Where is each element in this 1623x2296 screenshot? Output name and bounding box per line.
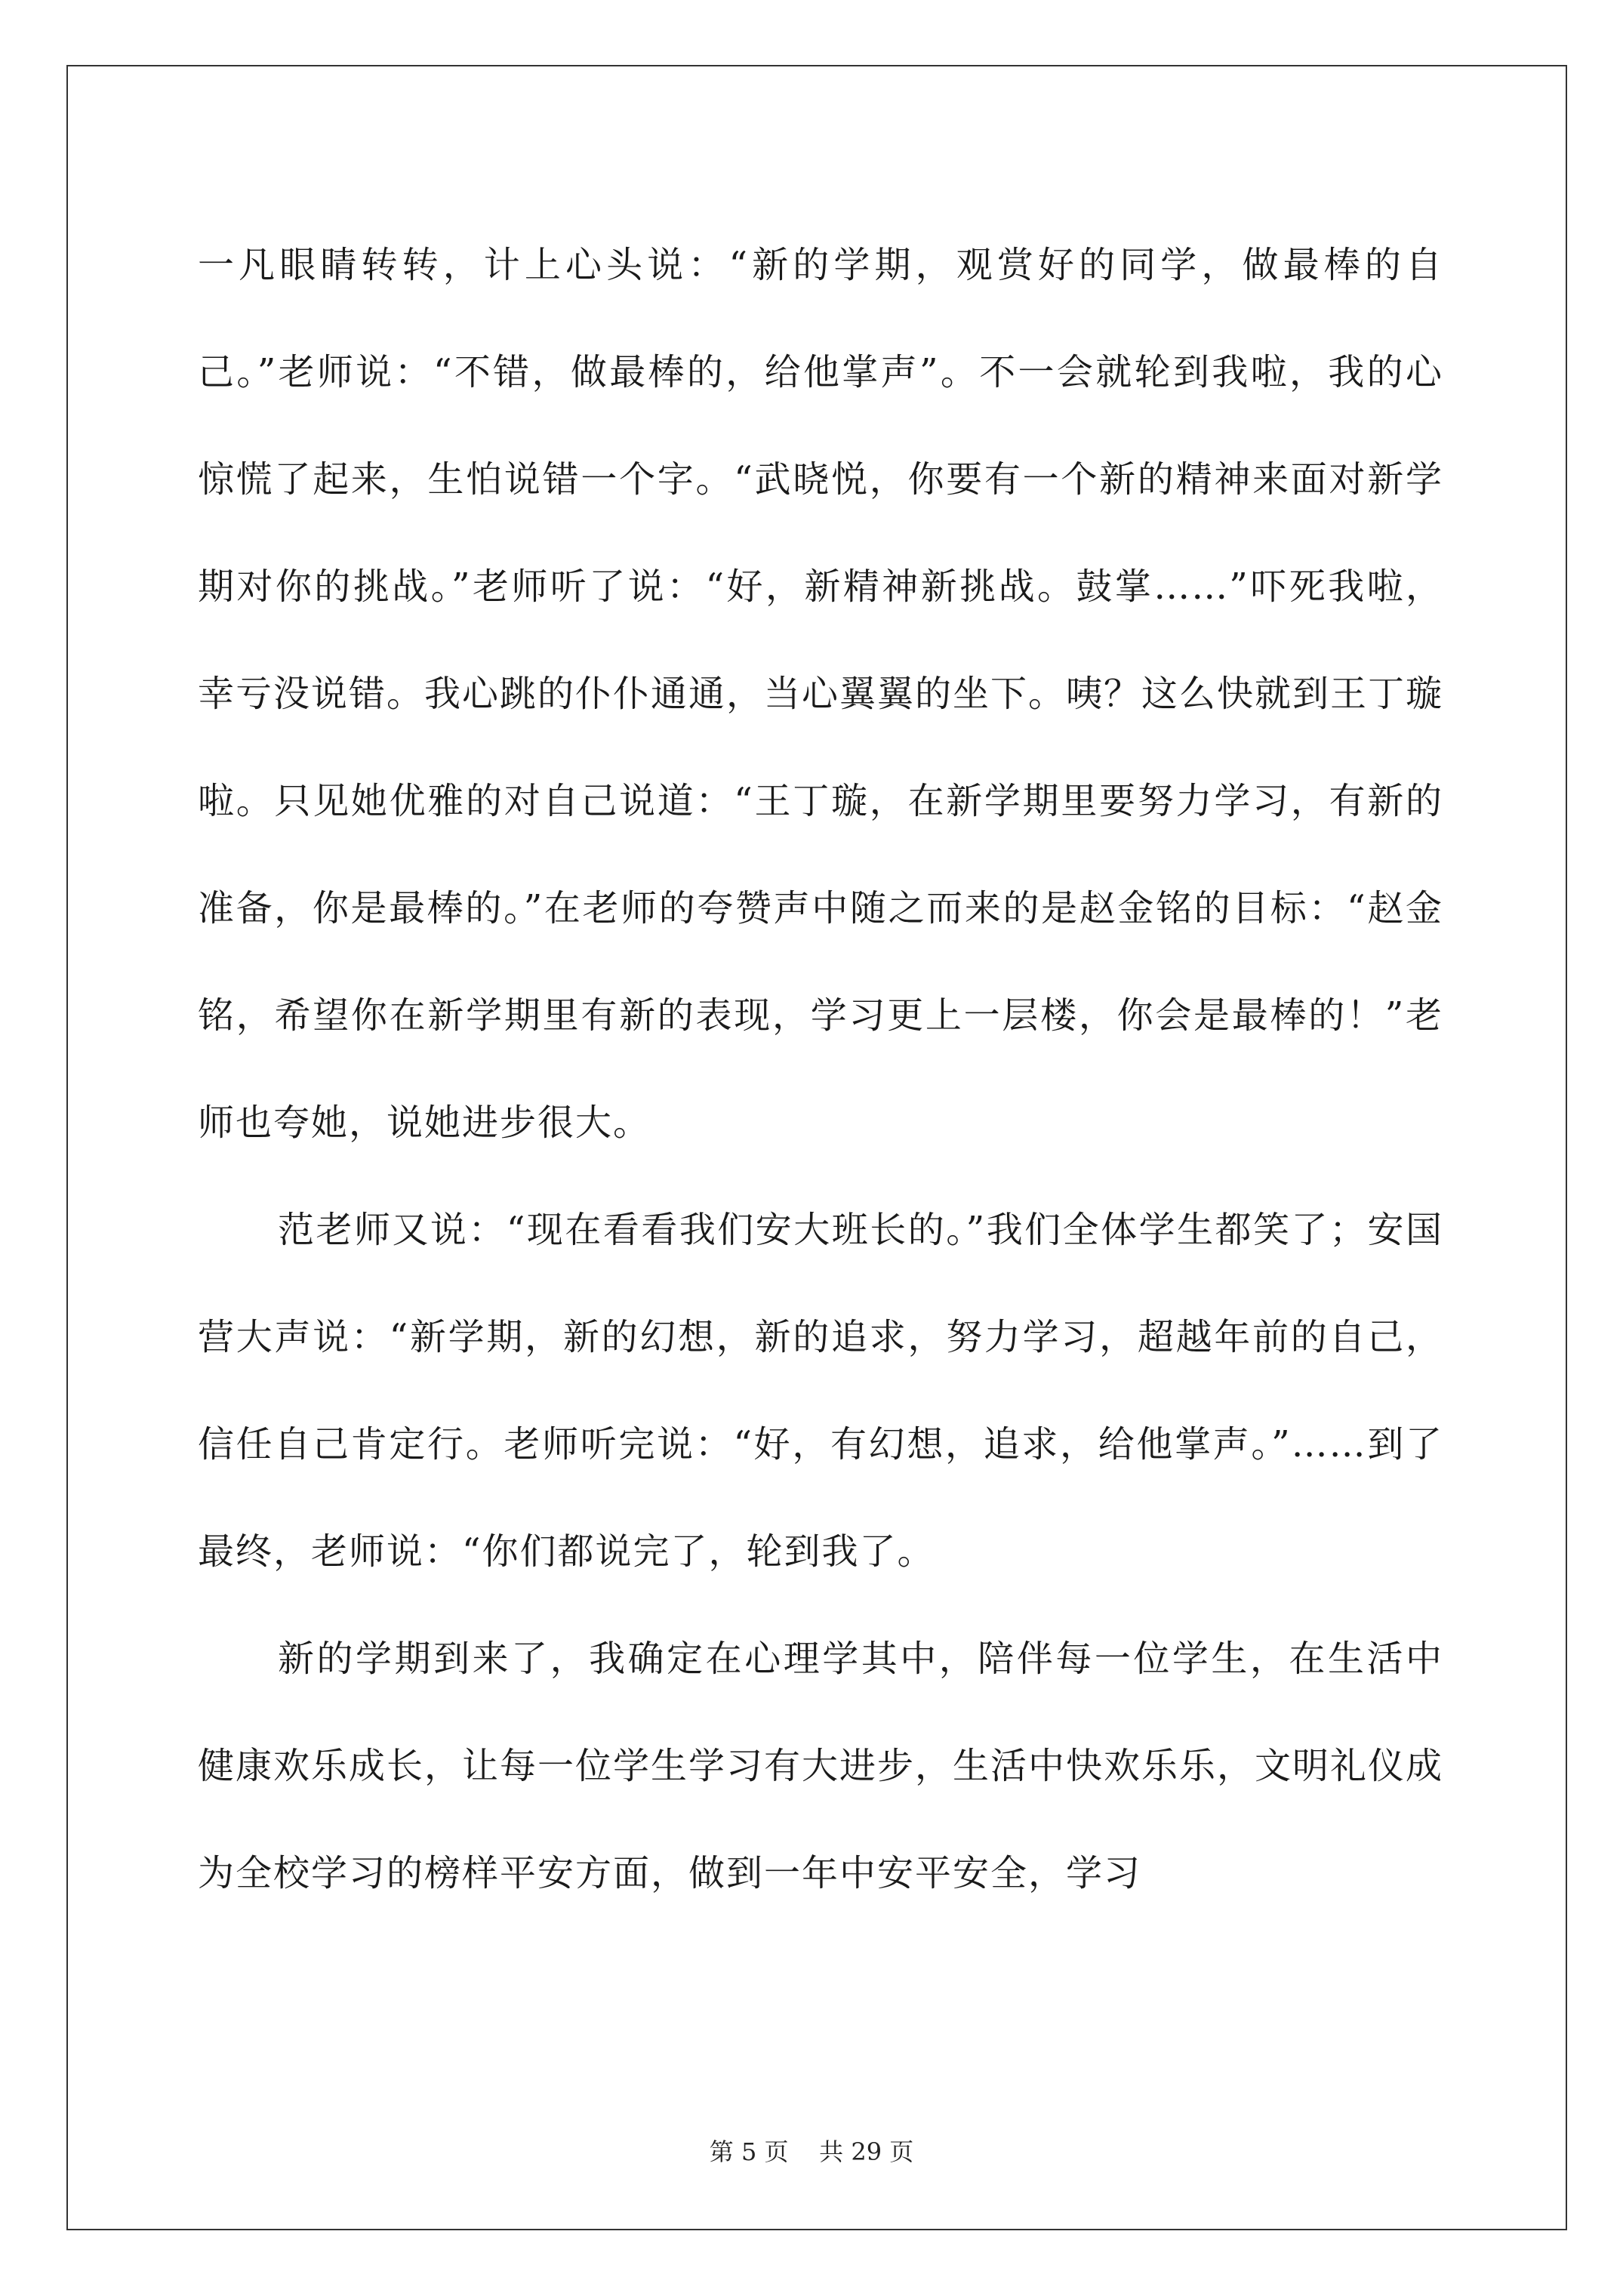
paragraph-2: 范老师又说：“现在看看我们安大班长的。”我们全体学生都笑了；安国营大声说：“新学期，新的幻想，新的追求，努力学习，超越年前的自己，信任自己肯定行。老师听完说：“好，有幻想，追求，给他掌声。”……到了最终，老师说：“你们都说完了，轮到我了。	[198, 1209, 1443, 1573]
page-number-footer: 第 5 页 共 29 页	[709, 2137, 914, 2166]
paragraph-1: 一凡眼睛转转，计上心头说：“新的学期，观赏好的同学，做最棒的自己。”老师说：“不错，做最棒的，给他掌声”。不一会就轮到我啦，我的心惊慌了起来，生怕说错一个字。“武晓悦，你要有一个新的精神来面对新学期对你的挑战。”老师听了说：“好，新精神新挑战。鼓掌……”吓死我啦，幸亏没说错。我心跳的仆仆通通，当心翼翼的坐下。咦？这么快就到王丁璇啦。只见她优雅的对自己说道：“王丁璇，在新学期里要努力学习，有新的准备，你是最棒的。”在老师的夸赞声中随之而来的是赵金铭的目标：“赵金铭，希望你在新学期里有新的表现，学习更上一层楼，你会是最棒的！”老师也夸她，说她进步很大。	[198, 244, 1444, 1144]
paragraph-3: 新的学期到来了，我确定在心理学其中，陪伴每一位学生，在生活中健康欢乐成长，让每一位学生学习有大进步，生活中快欢乐乐，文明礼仪成为全校学习的榜样平安方面，做到一年中安平安全，学习	[198, 1638, 1444, 1894]
document-body	[198, 211, 1443, 1927]
